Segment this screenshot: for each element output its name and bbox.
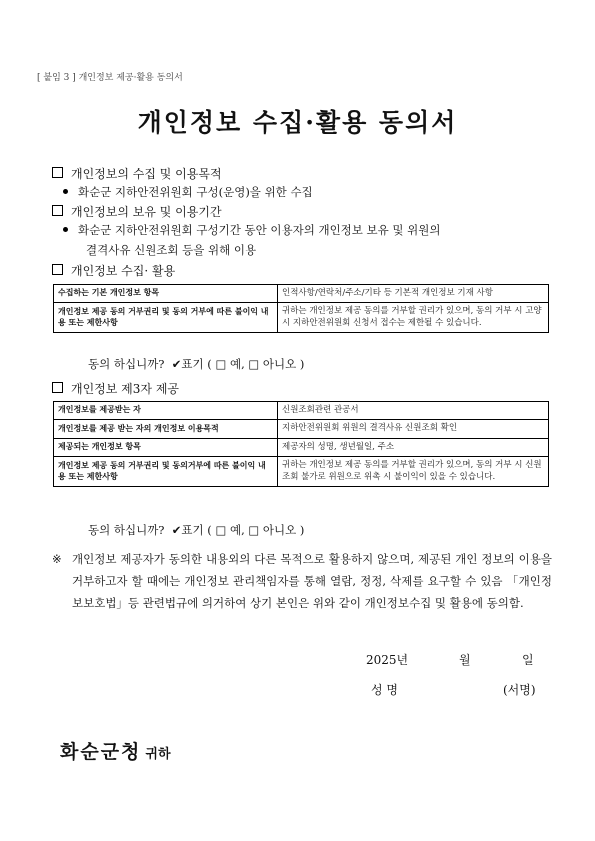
notice-mark-icon: ※ <box>52 552 62 566</box>
agree-question: 동의 하십니까? <box>88 523 165 537</box>
recipient-name: 화순군청 <box>60 741 142 763</box>
date-day: 일 <box>522 653 534 667</box>
agree-checkboxes[interactable]: ✔표기 ( □ 예, □ 아니오 ) <box>171 357 305 371</box>
date-year: 2025년 <box>366 653 409 667</box>
table-value-cell: 인적사항/연락처/주소/기타 등 기본적 개인정보 기재 사항 <box>278 285 549 303</box>
collection-table <box>53 284 549 333</box>
section-retention-label: 개인정보의 보유 및 이용기간 <box>71 205 222 219</box>
recipient-suffix: 귀하 <box>145 747 171 762</box>
notice-text: 개인정보 제공자가 동의한 내용외의 다른 목적으로 활용하지 않으며, 제공된 개인 정보의 이용을 거부하고자 할 때에는 개인정보 관리책임자를 통해 열람, 정정, 삭제를 요구할 수 있음 「개인정보보호법」등 관련법규에 의거하여 상기 본인은 위와 같이 개인정보수집 및 활용에 동의함. <box>72 552 552 610</box>
section-third-party <box>52 380 179 397</box>
bullet-icon <box>63 227 68 232</box>
table-value-cell: 귀하는 개인정보 제공 동의를 거부할 권리가 있으며, 동의 거부 시 고양시 지하안전위원회 신청서 접수는 제한될 수 있습니다. <box>278 303 549 333</box>
table-header-cell: 개인정보를 제공 받는 자의 개인정보 이용목적 <box>54 420 278 438</box>
signature-label: (서명) <box>503 683 536 697</box>
recipient <box>60 737 171 764</box>
third-party-table <box>53 401 549 487</box>
retention-item <box>63 222 441 238</box>
table-row <box>54 438 549 456</box>
agree-question: 동의 하십니까? <box>88 357 165 371</box>
section-purpose-label: 개인정보의 수집 및 이용목적 <box>71 167 222 181</box>
checkbox-square-icon <box>52 205 63 216</box>
table-value-cell: 제공자의 성명, 생년월일, 주소 <box>278 438 549 456</box>
table-row <box>54 303 549 333</box>
section-purpose <box>52 165 222 182</box>
table-row <box>54 285 549 303</box>
attachment-label: [ 붙임 3 ] 개인정보 제공·활용 동의서 <box>37 73 183 83</box>
agree-line-1 <box>88 356 304 372</box>
table-header-cell: 개인정보 제공 동의 거부권리 및 동의거부에 따른 불이익 내용 또는 제한사항 <box>54 457 278 487</box>
table-value-cell: 귀하는 개인정보 제공 동의를 거부할 권리가 있으며, 동의 거부 시 신원조회 불가로 위원으로 위촉 시 불이익이 있을 수 있습니다. <box>278 457 549 487</box>
purpose-item-text: 화순군 지하안전위원회 구성(운영)을 위한 수집 <box>78 185 313 199</box>
table-row <box>54 420 549 438</box>
agree-checkboxes[interactable]: ✔표기 ( □ 예, □ 아니오 ) <box>171 523 305 537</box>
date-month: 월 <box>459 653 471 667</box>
signer-name-label: 성 명 <box>371 683 398 697</box>
table-header-cell: 수집하는 기본 개인정보 항목 <box>54 285 278 303</box>
section-retention <box>52 203 222 220</box>
checkbox-square-icon <box>52 167 63 178</box>
document-title: 개인정보 수집·활용 동의서 <box>137 108 458 137</box>
checkbox-square-icon <box>52 264 63 275</box>
table-value-cell: 신원조회관련 관공서 <box>278 402 549 420</box>
bullet-icon <box>63 189 68 194</box>
table-value-cell: 지하안전위원회 위원의 결격사유 신원조회 확인 <box>278 420 549 438</box>
section-collection <box>52 262 175 279</box>
retention-item-text-1: 화순군 지하안전위원회 구성기간 동안 이용자의 개인정보 보유 및 위원의 <box>78 223 441 237</box>
table-header-cell: 제공되는 개인정보 항목 <box>54 438 278 456</box>
agree-line-2 <box>88 522 304 538</box>
table-row <box>54 457 549 487</box>
checkbox-square-icon <box>52 382 63 393</box>
notice-paragraph <box>52 548 552 614</box>
table-header-cell: 개인정보 제공 동의 거부권리 및 동의 거부에 따른 불이익 내용 또는 제한사항 <box>54 303 278 333</box>
section-collection-label: 개인정보 수집· 활용 <box>71 264 176 278</box>
table-header-cell: 개인정보를 제공받는 자 <box>54 402 278 420</box>
purpose-item <box>63 184 313 200</box>
retention-item-text-2: 결격사유 신원조회 등을 위해 이용 <box>86 243 257 257</box>
section-third-party-label: 개인정보 제3자 제공 <box>71 382 180 396</box>
table-row <box>54 402 549 420</box>
